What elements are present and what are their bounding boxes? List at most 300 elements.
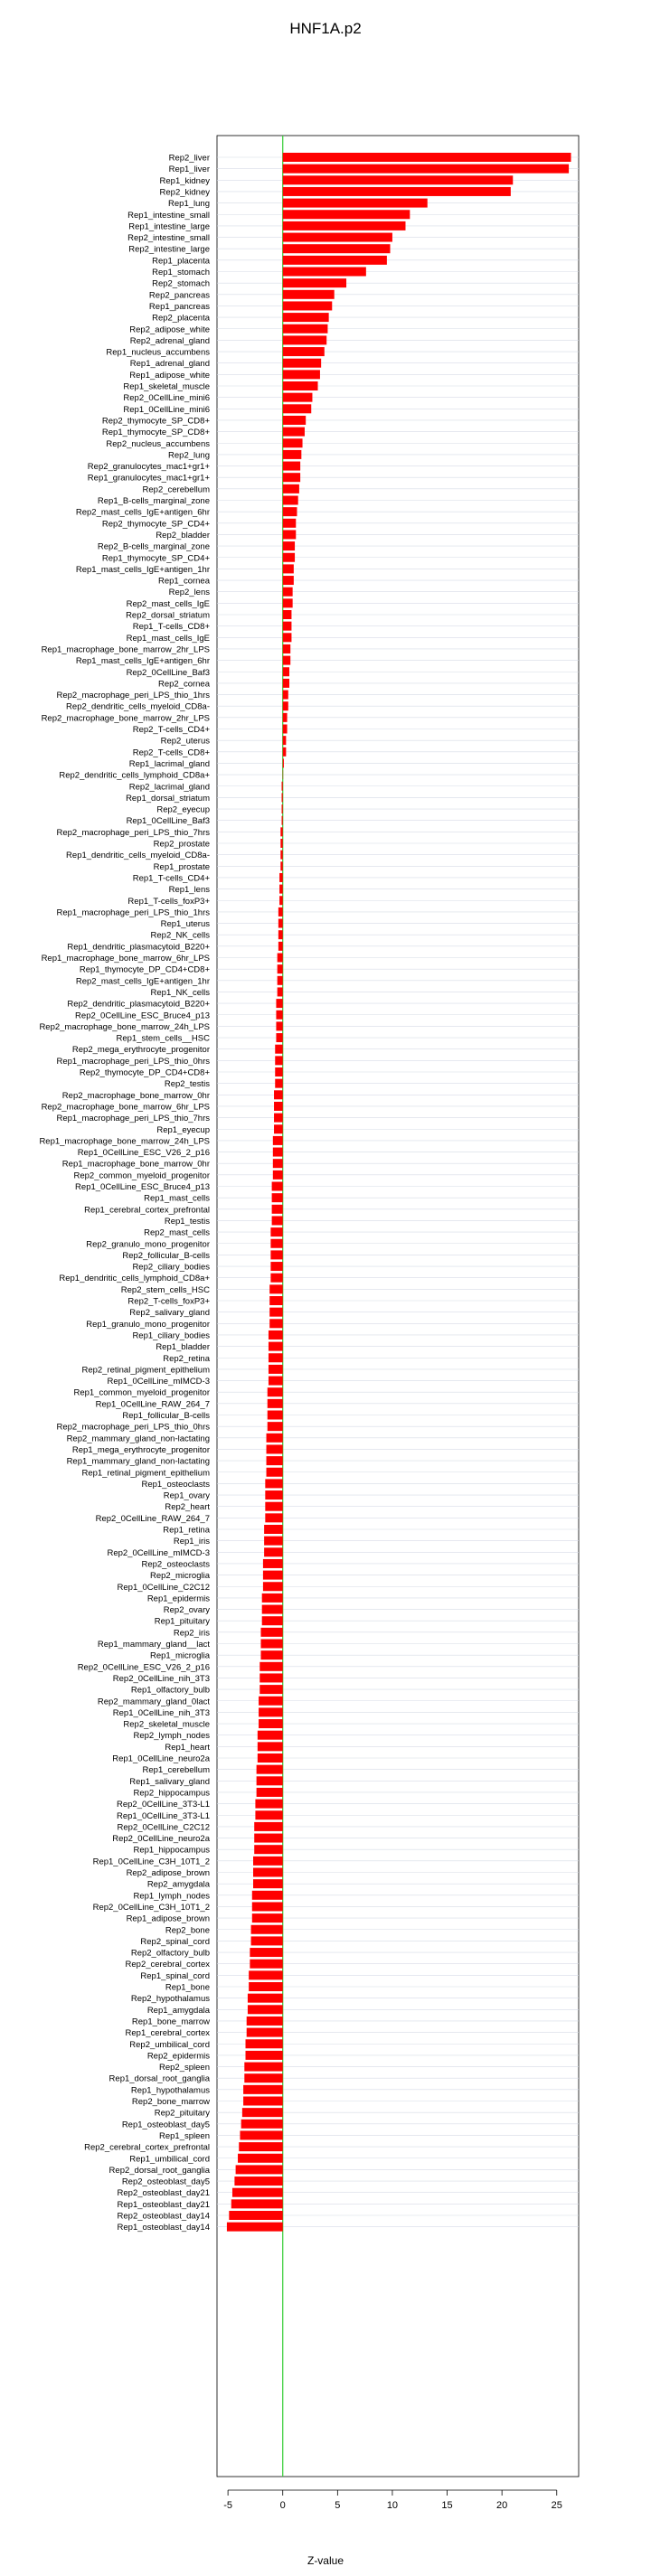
- bar: [283, 747, 287, 757]
- category-label: Rep2_lacrimal_gland: [128, 782, 210, 793]
- category-label: Rep2_amygdala: [146, 1879, 210, 1890]
- bar: [250, 1948, 282, 1957]
- bar: [283, 713, 288, 722]
- bar: [238, 2154, 283, 2163]
- bar: [283, 656, 290, 665]
- category-label: Rep1_iris: [173, 1537, 210, 1547]
- category-label: Rep1_olfactory_bulb: [130, 1685, 210, 1696]
- bar: [283, 244, 391, 253]
- bar: [268, 1411, 283, 1420]
- category-label: Rep2_microglia: [149, 1571, 210, 1582]
- category-label: Rep2_granulo_mono_progenitor: [86, 1239, 210, 1250]
- bar: [258, 1753, 283, 1763]
- bar: [236, 2165, 283, 2174]
- category-label: Rep1_cornea: [157, 576, 210, 587]
- category-label: Rep1_thymocyte_SP_CD4+: [101, 553, 210, 564]
- category-label: Rep2_mast_cells_IgE+antigen_6hr: [75, 507, 210, 518]
- category-label: Rep1_intestine_small: [127, 210, 210, 221]
- category-label: Rep2_umbilical_cord: [129, 2039, 210, 2050]
- bar: [283, 496, 298, 505]
- category-label: Rep2_0CellLine_neuro2a: [112, 1834, 210, 1845]
- bar: [252, 1913, 283, 1923]
- category-label: Rep2_kidney: [159, 187, 210, 198]
- category-label: Rep2_0CellLine_C2C12: [117, 1822, 210, 1833]
- bar: [272, 1216, 283, 1225]
- category-label: Rep2_ovary: [163, 1605, 210, 1616]
- category-label: Rep1_0CellLine_mini6: [123, 404, 210, 415]
- bar: [270, 1239, 282, 1248]
- category-label: Rep1_amygdala: [146, 2005, 210, 2016]
- category-label: Rep2_dorsal_striatum: [126, 610, 210, 621]
- x-tick-label: 15: [441, 2500, 453, 2511]
- category-label: Rep2_nucleus_accumbens: [106, 438, 210, 449]
- bar: [267, 1456, 283, 1465]
- category-label: Rep2_thymocyte_DP_CD4+CD8+: [79, 1067, 210, 1078]
- bar: [283, 165, 569, 174]
- category-label: Rep1_macrophage_peri_LPS_thio_7hrs: [56, 1114, 210, 1124]
- category-label: Rep1_ovary: [163, 1490, 210, 1501]
- category-label: Rep2_mast_cells_IgE+antigen_1hr: [75, 976, 210, 987]
- bar: [269, 1296, 283, 1305]
- category-label: Rep1_0CellLine_ESC_Bruce4_p13: [75, 1182, 210, 1192]
- bar: [282, 793, 283, 802]
- bar: [243, 2085, 283, 2094]
- bar: [275, 1079, 282, 1088]
- x-tick-label: -5: [223, 2500, 233, 2511]
- category-label: Rep1_skeletal_muscle: [123, 381, 210, 392]
- bar: [239, 2142, 282, 2151]
- bar: [283, 187, 511, 196]
- category-label: Rep2_skeletal_muscle: [123, 1719, 210, 1730]
- category-label: Rep1_spinal_cord: [140, 1970, 210, 1981]
- bar: [255, 1800, 282, 1809]
- bar: [262, 1616, 283, 1625]
- bar: [283, 484, 299, 494]
- category-label: Rep2_liver: [168, 153, 210, 164]
- category-label: Rep1_0CellLine_C2C12: [117, 1582, 210, 1593]
- category-label: Rep2_lymph_nodes: [133, 1731, 210, 1742]
- bar: [246, 2051, 283, 2060]
- bar: [263, 1582, 283, 1591]
- category-label: Rep2_0CellLine_3T3-L1: [117, 1800, 210, 1810]
- category-label: Rep2_T-cells_CD4+: [132, 725, 210, 735]
- bar: [283, 393, 313, 402]
- category-label: Rep1_T-cells_foxP3+: [127, 896, 210, 907]
- bar: [250, 1960, 282, 1969]
- bar: [283, 530, 297, 539]
- category-label: Rep1_bone_marrow: [131, 2017, 210, 2027]
- category-label: Rep1_lymph_nodes: [133, 1891, 210, 1902]
- bar: [283, 473, 300, 482]
- bar: [269, 1330, 283, 1340]
- bar: [279, 885, 283, 894]
- bar: [252, 1891, 283, 1900]
- category-label: Rep2_osteoblast_day14: [117, 2211, 210, 2222]
- bar: [259, 1707, 283, 1716]
- bar: [273, 1148, 283, 1157]
- category-label: Rep1_granulocytes_mac1+gr1+: [87, 473, 210, 484]
- bar: [253, 1868, 283, 1877]
- category-label: Rep1_mast_cells_IgE+antigen_6hr: [75, 656, 210, 667]
- x-tick-label: 0: [279, 2500, 286, 2511]
- bar: [248, 1994, 283, 2003]
- category-label: Rep1_liver: [168, 165, 210, 175]
- category-label: Rep1_thymocyte_SP_CD8+: [101, 428, 210, 438]
- bar: [283, 598, 293, 607]
- category-label: Rep1_NK_cells: [150, 987, 210, 998]
- category-label: Rep2_0CellLine_mini6: [123, 393, 210, 404]
- x-axis: [223, 2490, 562, 2511]
- bar: [254, 1845, 283, 1854]
- bar: [283, 233, 392, 242]
- bar: [231, 2199, 283, 2208]
- category-label: Rep1_thymocyte_DP_CD4+CD8+: [79, 964, 210, 975]
- category-label: Rep1_mega_erythrocyte_progenitor: [71, 1444, 210, 1455]
- bar: [272, 1193, 283, 1202]
- bar: [232, 2188, 283, 2197]
- bar: [283, 644, 290, 653]
- category-label: Rep2_thymocyte_SP_CD8+: [101, 416, 210, 427]
- category-label: Rep1_0CellLine_ESC_V26_2_p16: [77, 1148, 210, 1159]
- category-label: Rep2_T-cells_foxP3+: [127, 1296, 210, 1307]
- category-label: Rep1_macrophage_bone_marrow_24h_LPS: [39, 1136, 210, 1147]
- category-label: Rep1_ciliary_bodies: [132, 1330, 210, 1341]
- bar: [253, 1857, 283, 1866]
- bar: [265, 1502, 282, 1511]
- bar: [283, 622, 292, 631]
- bar: [278, 919, 283, 928]
- category-label: Rep1_adipose_white: [129, 370, 210, 381]
- category-label: Rep1_macrophage_bone_marrow_6hr_LPS: [41, 954, 210, 964]
- category-label: Rep2_0CellLine_Baf3: [126, 667, 210, 678]
- category-label: Rep2_testis: [164, 1079, 210, 1090]
- bar: [259, 1719, 283, 1728]
- category-label: Rep2_bone: [165, 1925, 210, 1936]
- bar: [253, 1879, 283, 1888]
- category-label: Rep1_common_myeloid_progenitor: [73, 1387, 210, 1398]
- bar: [269, 1377, 283, 1386]
- category-label: Rep1_cerebellum: [142, 1765, 210, 1776]
- bar: [276, 1021, 282, 1030]
- category-label: Rep2_bladder: [156, 530, 210, 541]
- category-label: Rep1_dendritic_plasmacytoid_B220+: [67, 942, 210, 953]
- category-label: Rep1_dorsal_root_ganglia: [108, 2073, 210, 2084]
- bar: [283, 588, 293, 597]
- category-label: Rep1_mast_cells: [144, 1193, 210, 1204]
- bar: [278, 930, 283, 939]
- category-label: Rep1_osteoblast_day5: [121, 2120, 210, 2130]
- category-label: Rep2_spinal_cord: [140, 1936, 210, 1947]
- category-label: Rep2_stomach: [152, 278, 210, 289]
- bar: [258, 1742, 283, 1751]
- category-label: Rep2_dorsal_root_ganglia: [108, 2165, 210, 2176]
- bar: [283, 610, 292, 619]
- category-label: Rep2_0CellLine_ESC_Bruce4_p13: [75, 1011, 210, 1021]
- bar: [264, 1525, 283, 1534]
- bar: [267, 1434, 283, 1443]
- bar: [246, 2039, 283, 2048]
- category-label: Rep2_iris: [173, 1628, 210, 1639]
- category-label: Rep1_kidney: [159, 175, 210, 186]
- bar: [272, 1182, 283, 1191]
- bar: [241, 2120, 283, 2129]
- category-label: Rep2_retinal_pigment_epithelium: [81, 1365, 210, 1376]
- category-label: Rep1_umbilical_cord: [129, 2154, 210, 2165]
- category-label: Rep2_macrophage_peri_LPS_thio_1hrs: [56, 691, 210, 701]
- bar: [257, 1776, 283, 1785]
- category-label: Rep2_adipose_white: [129, 324, 210, 335]
- bar: [255, 1810, 282, 1819]
- category-label: Rep2_prostate: [153, 839, 210, 850]
- bar: [283, 736, 287, 745]
- bar: [283, 370, 320, 379]
- bar: [283, 576, 294, 585]
- category-label-layer: [39, 154, 210, 2233]
- bar: [283, 691, 288, 700]
- category-label: Rep1_macrophage_bone_marrow_0hr: [61, 1159, 210, 1170]
- bar: [280, 827, 282, 836]
- category-label: Rep2_0CellLine_ESC_V26_2_p16: [77, 1662, 210, 1673]
- bar: [262, 1594, 283, 1603]
- bar: [227, 2223, 283, 2232]
- category-label: Rep2_adrenal_gland: [129, 335, 210, 346]
- bar: [283, 335, 326, 344]
- bar: [283, 438, 303, 447]
- bar: [275, 1045, 282, 1054]
- category-label: Rep2_adipose_brown: [126, 1868, 210, 1878]
- category-label: Rep1_B-cells_marginal_zone: [97, 496, 210, 506]
- category-label: Rep1_retina: [163, 1525, 210, 1536]
- bar: [267, 1468, 283, 1477]
- category-label: Rep1_0CellLine_Baf3: [126, 816, 210, 827]
- category-label: Rep1_epidermis: [146, 1594, 210, 1604]
- bar: [273, 1170, 283, 1180]
- bar: [282, 782, 283, 791]
- category-label: Rep2_cerebral_cortex_prefrontal: [84, 2142, 210, 2153]
- category-label: Rep1_prostate: [153, 861, 210, 872]
- bar: [280, 861, 282, 870]
- category-label: Rep2_stem_cells_HSC: [120, 1284, 210, 1295]
- bar: [259, 1685, 282, 1694]
- category-label: Rep2_cornea: [157, 679, 210, 690]
- category-label: Rep2_macrophage_bone_marrow_24h_LPS: [39, 1021, 210, 1032]
- category-label: Rep2_dendritic_cells_myeloid_CD8a-: [66, 701, 210, 712]
- bar: [276, 1011, 282, 1020]
- bar: [278, 987, 283, 996]
- category-label: Rep1_retinal_pigment_epithelium: [81, 1468, 210, 1479]
- category-label: Rep1_0CellLine_neuro2a: [112, 1753, 210, 1764]
- category-label: Rep1_mammary_gland__lact: [97, 1640, 210, 1650]
- bar: [283, 416, 306, 425]
- bar: [278, 942, 283, 951]
- bar: [264, 1537, 283, 1546]
- category-label: Rep1_osteoclasts: [141, 1479, 210, 1490]
- bar: [283, 701, 288, 710]
- category-label: Rep2_0CellLine_nih_3T3: [112, 1673, 210, 1684]
- category-label: Rep1_bone: [165, 1982, 210, 1993]
- bar: [278, 964, 283, 973]
- category-label: Rep1_salivary_gland: [129, 1776, 210, 1787]
- bar: [254, 1834, 283, 1843]
- category-label: Rep1_0CellLine_3T3-L1: [117, 1810, 210, 1821]
- bar: [268, 1399, 283, 1408]
- bar: [272, 1205, 283, 1214]
- bar: [283, 667, 289, 676]
- bar: [260, 1640, 282, 1649]
- bar: [283, 758, 284, 767]
- category-label: Rep2_cerebral_cortex: [125, 1960, 210, 1970]
- bar: [283, 210, 410, 219]
- bar: [283, 553, 295, 562]
- bar: [269, 1284, 283, 1293]
- category-label: Rep1_mast_cells_IgE: [126, 633, 210, 644]
- bar: [258, 1731, 283, 1740]
- category-label: Rep1_T-cells_CD8+: [132, 622, 210, 633]
- bar: [283, 347, 325, 356]
- bar: [244, 2063, 282, 2072]
- bar: [283, 428, 305, 437]
- category-label: Rep1_adipose_brown: [126, 1913, 210, 1924]
- category-label: Rep1_lacrimal_gland: [128, 758, 210, 769]
- category-label: Rep2_mammary_gland_non-lactating: [66, 1434, 210, 1444]
- bar: [244, 2073, 282, 2082]
- category-label: Rep2_osteoblast_day5: [121, 2176, 210, 2187]
- bar: [249, 1982, 283, 1991]
- category-label: Rep2_mast_cells_IgE: [126, 598, 210, 609]
- category-label: Rep2_granulocytes_mac1+gr1+: [87, 462, 210, 473]
- bar: [240, 2130, 282, 2139]
- category-label: Rep1_eyecup: [156, 1124, 210, 1135]
- bar: [283, 221, 406, 230]
- bar: [267, 1444, 283, 1453]
- bar: [278, 907, 283, 917]
- category-label: Rep1_dendritic_cells_myeloid_CD8a-: [66, 851, 210, 861]
- category-label: Rep1_heart: [165, 1742, 210, 1753]
- category-label: Rep2_mammary_gland_0lact: [97, 1697, 210, 1707]
- bar: [234, 2176, 282, 2186]
- category-label: Rep2_B-cells_marginal_zone: [97, 541, 210, 552]
- bar: [274, 1124, 283, 1133]
- category-label: Rep1_uterus: [160, 919, 210, 930]
- bar: [283, 404, 312, 413]
- bar: [249, 1970, 283, 1979]
- category-label: Rep2_macrophage_bone_marrow_0hr: [61, 1090, 210, 1101]
- bar: [265, 1490, 282, 1500]
- category-label: Rep2_intestine_small: [127, 233, 210, 244]
- category-label: Rep1_follicular_B-cells: [122, 1411, 210, 1421]
- bar: [278, 976, 283, 985]
- bar: [262, 1605, 283, 1614]
- bar: [264, 1547, 283, 1556]
- category-label: Rep1_pancreas: [148, 301, 210, 312]
- bar: [280, 851, 282, 860]
- bar: [283, 256, 387, 265]
- bar: [259, 1673, 282, 1682]
- bar: [269, 1319, 283, 1328]
- bar: [269, 1308, 283, 1317]
- category-label: Rep2_macrophage_bone_marrow_6hr_LPS: [41, 1102, 210, 1113]
- bar: [283, 313, 329, 322]
- category-label: Rep1_cerebral_cortex: [125, 2028, 210, 2039]
- bar: [283, 519, 297, 528]
- chart-title: HNF1A.p2: [289, 20, 362, 37]
- category-label: Rep2_NK_cells: [150, 930, 210, 941]
- bar: [269, 1342, 283, 1351]
- category-label: Rep1_0CellLine_RAW_264_7: [95, 1399, 210, 1410]
- category-label: Rep2_pituitary: [154, 2108, 210, 2119]
- category-label: Rep2_mega_erythrocyte_progenitor: [71, 1045, 210, 1056]
- category-label: Rep1_macrophage_peri_LPS_thio_0hrs: [56, 1056, 210, 1067]
- category-label: Rep1_osteoblast_day14: [117, 2223, 210, 2233]
- category-label: Rep2_salivary_gland: [129, 1308, 210, 1319]
- category-label: Rep2_bone_marrow: [131, 2097, 210, 2107]
- category-label: Rep1_stomach: [152, 268, 210, 277]
- category-label: Rep1_0CellLine_mIMCD-3: [107, 1377, 210, 1387]
- bar: [276, 1033, 282, 1042]
- bar: [268, 1422, 283, 1431]
- category-label: Rep2_pancreas: [148, 290, 210, 301]
- category-label: Rep1_dendritic_cells_lymphoid_CD8a+: [59, 1274, 210, 1284]
- bar: [270, 1250, 282, 1259]
- category-label: Rep1_0CellLine_nih_3T3: [112, 1707, 210, 1718]
- bar: [260, 1628, 282, 1637]
- x-tick-label: 10: [386, 2500, 399, 2511]
- category-label: Rep2_macrophage_bone_marrow_2hr_LPS: [41, 713, 210, 724]
- bar: [283, 359, 321, 368]
- bar: [283, 507, 297, 516]
- bar: [251, 1936, 283, 1945]
- bar: [273, 1136, 283, 1145]
- bar-layer: [227, 153, 571, 2232]
- bar: [263, 1559, 283, 1568]
- category-label: Rep1_hypothalamus: [130, 2085, 210, 2096]
- bar: [254, 1822, 283, 1831]
- category-label: Rep2_dendritic_plasmacytoid_B220+: [67, 999, 210, 1010]
- bar: [278, 954, 283, 963]
- category-label: Rep2_intestine_large: [128, 244, 210, 255]
- category-label: Rep1_spleen: [159, 2130, 210, 2141]
- category-label: Rep2_osteoclasts: [141, 1559, 210, 1570]
- x-axis-label: Z-value: [307, 2554, 344, 2567]
- category-label: Rep2_uterus: [160, 736, 210, 747]
- bar: [268, 1387, 283, 1396]
- category-label: Rep1_mast_cells_IgE+antigen_1hr: [75, 564, 210, 575]
- bar: [283, 268, 366, 277]
- bar: [247, 2028, 283, 2037]
- category-label: Rep2_0CellLine_RAW_264_7: [95, 1513, 210, 1524]
- bar: [283, 564, 294, 573]
- category-label: Rep1_granulo_mono_progenitor: [86, 1319, 210, 1330]
- category-label: Rep1_nucleus_accumbens: [106, 347, 210, 358]
- bar: [275, 1056, 282, 1065]
- category-label: Rep1_macrophage_peri_LPS_thio_1hrs: [56, 907, 210, 918]
- bar: [248, 2005, 283, 2014]
- category-label: Rep2_macrophage_peri_LPS_thio_0hrs: [56, 1422, 210, 1433]
- bar: [273, 1159, 283, 1168]
- category-label: Rep2_follicular_B-cells: [122, 1250, 210, 1261]
- category-label: Rep1_intestine_large: [128, 221, 210, 232]
- bar: [269, 1353, 283, 1362]
- category-label: Rep2_dendritic_cells_lymphoid_CD8a+: [59, 770, 210, 781]
- category-label: Rep2_0CellLine_C3H_10T1_2: [92, 1902, 210, 1913]
- category-label: Rep2_retina: [163, 1353, 210, 1364]
- bar: [257, 1765, 283, 1774]
- bar: [265, 1513, 282, 1522]
- bar: [283, 450, 302, 459]
- bar: [279, 896, 283, 905]
- category-label: Rep1_cerebral_cortex_prefrontal: [84, 1205, 210, 1216]
- bar: [283, 725, 288, 734]
